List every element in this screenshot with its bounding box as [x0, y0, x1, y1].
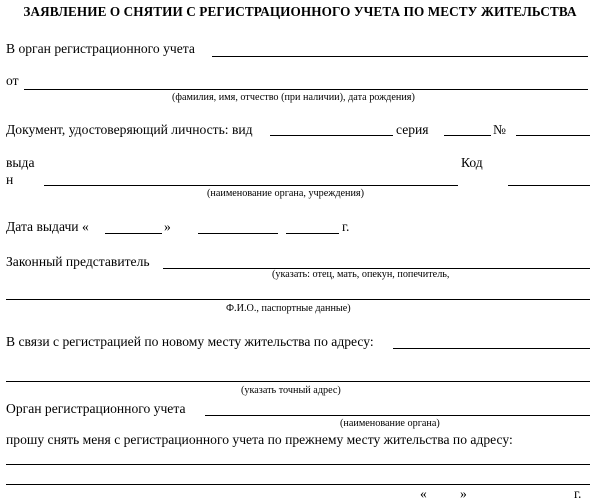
from-caption: (фамилия, имя, отчество (при наличии), дата рождения) — [172, 92, 415, 103]
issued-caption: (наименование органа, учреждения) — [207, 188, 365, 199]
representative-caption-2: Ф.И.О., паспортные данные) — [226, 303, 351, 314]
new-address-caption: (указать точный адрес) — [241, 385, 341, 396]
from-label: от — [6, 73, 19, 88]
representative-label: Законный представитель — [6, 254, 150, 269]
from-field[interactable] — [24, 89, 588, 90]
issue-day-field[interactable] — [105, 233, 162, 234]
issue-year-field[interactable] — [286, 233, 339, 234]
number-label: № — [493, 122, 506, 137]
issue-date-close-quote: » — [164, 219, 171, 234]
representative-caption: (указать: отец, мать, опекун, попечитель, — [272, 269, 450, 280]
old-address-field-2[interactable] — [6, 484, 590, 485]
series-label: серия — [396, 122, 429, 137]
issue-date-label: Дата выдачи « — [6, 219, 89, 234]
number-field[interactable] — [516, 135, 590, 136]
new-address-label: В связи с регистрацией по новому месту жительства по адресу: — [6, 334, 374, 349]
old-address-field[interactable] — [6, 464, 590, 465]
issued-label-part-1: выда — [6, 155, 35, 170]
new-address-field-2[interactable] — [6, 381, 590, 382]
document-label: Документ, удостоверяющий личность: вид — [6, 122, 253, 137]
representative-details-field[interactable] — [6, 299, 590, 300]
new-address-field[interactable] — [393, 348, 590, 349]
code-label: Код — [461, 155, 483, 170]
issued-label-part-2: н — [6, 172, 14, 187]
issue-month-field[interactable] — [198, 233, 278, 234]
code-field[interactable] — [508, 185, 590, 186]
series-field[interactable] — [444, 135, 491, 136]
issued-by-field[interactable] — [44, 185, 458, 186]
form-title: ЗАЯВЛЕНИЕ О СНЯТИИ С РЕГИСТРАЦИОННОГО УЧЕТА ПО МЕСТУ ЖИТЕЛЬСТВА — [23, 4, 577, 19]
document-type-field[interactable] — [270, 135, 393, 136]
bottom-date-open-quote: « — [420, 486, 427, 501]
authority2-label: Орган регистрационного учета — [6, 401, 186, 416]
issue-year-suffix: г. — [342, 219, 350, 234]
authority-field[interactable] — [212, 56, 588, 57]
bottom-date-close-quote: » — [460, 486, 467, 501]
authority2-field[interactable] — [205, 415, 590, 416]
request-label: прошу снять меня с регистрационного учета по прежнему месту жительства по адресу: — [6, 432, 513, 447]
bottom-year-suffix: г. — [574, 486, 582, 501]
authority2-caption: (наименование органа) — [340, 418, 440, 429]
authority-label: В орган регистрационного учета — [6, 41, 195, 56]
